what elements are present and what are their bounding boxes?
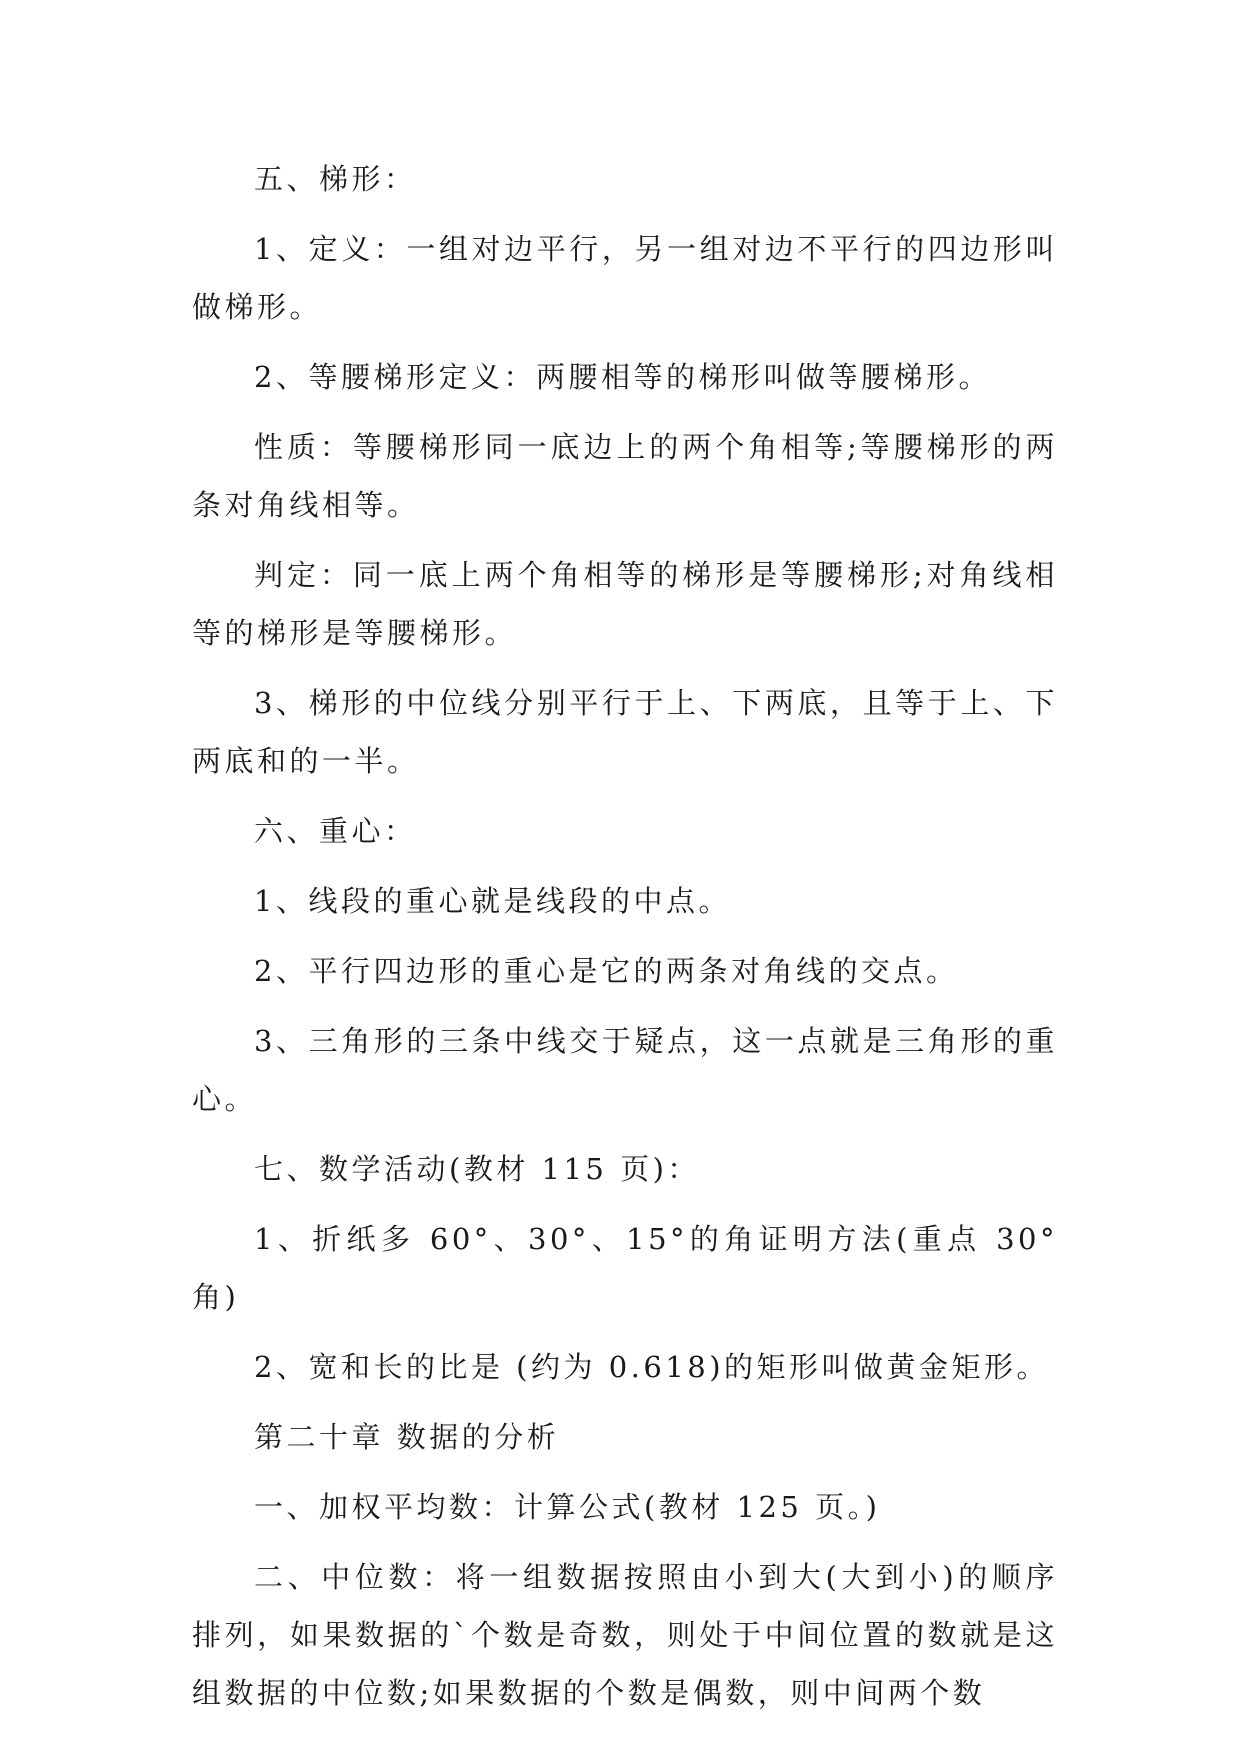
isosceles-trapezoid-definition: 2、等腰梯形定义：两腰相等的梯形叫做等腰梯形。: [254, 360, 991, 394]
trapezoid-definition: 1、定义：一组对边平行，另一组对边不平行的四边形叫做梯形。: [192, 232, 1058, 324]
chapter-heading: 第二十章 数据的分析: [254, 1420, 560, 1454]
document-page: [192, 150, 1058, 1734]
median-definition: 二、中位数：将一组数据按照由小到大(大到小)的顺序排列，如果数据的`个数是奇数，则处于中间位置的数就是这组数据的中位数;如果数据的个数是偶数，则中间两个数: [192, 1560, 1058, 1710]
isosceles-trapezoid-criteria: 判定：同一底上两个角相等的梯形是等腰梯形;对角线相等的梯形是等腰梯形。: [192, 558, 1058, 650]
weighted-mean: 一、加权平均数：计算公式(教材 125 页。): [254, 1490, 881, 1524]
triangle-centroid: 3、三角形的三条中线交于疑点，这一点就是三角形的重心。: [192, 1024, 1058, 1116]
paper-folding-angles: 1、折纸多 60°、30°、15°的角证明方法(重点 30°角): [192, 1222, 1058, 1314]
section-heading-trapezoid: 五、梯形：: [254, 162, 417, 196]
trapezoid-midline: 3、梯形的中位线分别平行于上、下两底，且等于上、下两底和的一半。: [192, 686, 1058, 778]
section-heading-math-activity: 七、数学活动(教材 115 页)：: [254, 1152, 700, 1186]
section-heading-centroid: 六、重心：: [254, 814, 417, 848]
isosceles-trapezoid-properties: 性质：等腰梯形同一底边上的两个角相等;等腰梯形的两条对角线相等。: [192, 430, 1058, 522]
parallelogram-centroid: 2、平行四边形的重心是它的两条对角线的交点。: [254, 954, 959, 988]
segment-centroid: 1、线段的重心就是线段的中点。: [254, 884, 731, 918]
golden-rectangle: 2、宽和长的比是 (约为 0.618)的矩形叫做黄金矩形。: [254, 1350, 1050, 1384]
